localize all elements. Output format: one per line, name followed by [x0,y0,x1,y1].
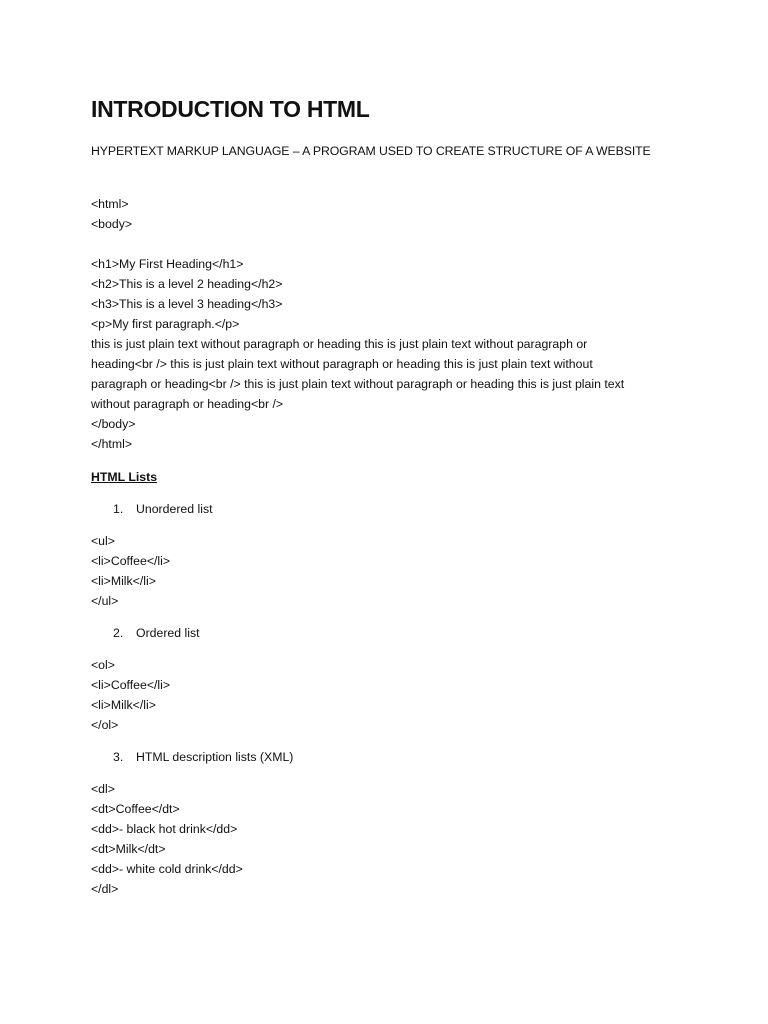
code-line: heading<br /> this is just plain text without paragraph or heading this is just plain text without [91,357,593,371]
list-item-ordered [91,623,691,643]
code-line: </body> [91,417,136,431]
list-item-unordered [91,499,691,519]
list-number: 1. [113,502,124,516]
html-lists-heading: HTML Lists [91,470,158,484]
code-line: </ul> [91,594,119,608]
code-line: paragraph or heading<br /> this is just plain text without paragraph or heading this is just plain text [91,377,625,391]
code-line: </ol> [91,718,119,732]
list-label: Ordered list [136,626,200,640]
code-line: <dd>- black hot drink</dd> [91,822,238,836]
code-line: <ol> [91,658,115,672]
code-line: <dt>Coffee</dt> [91,802,180,816]
code-line: <dt>Milk</dt> [91,842,166,856]
code-line: <h1>My First Heading</h1> [91,257,244,271]
code-block-ol [91,655,691,735]
code-line: <li>Coffee</li> [91,678,171,692]
code-line: <body> [91,217,133,231]
list-label: HTML description lists (XML) [136,750,294,764]
list-label: Unordered list [136,502,213,516]
code-line: <h3>This is a level 3 heading</h3> [91,297,283,311]
list-number: 3. [113,750,124,764]
list-item-description [91,747,691,767]
code-line: <p>My first paragraph.</p> [91,317,240,331]
code-line: <li>Milk</li> [91,574,156,588]
code-line: without paragraph or heading<br /> [91,397,284,411]
document-title: INTRODUCTION TO HTML [91,96,370,122]
code-line: <dd>- white cold drink</dd> [91,862,243,876]
code-line: </html> [91,437,133,451]
code-line: <li>Milk</li> [91,698,156,712]
code-line: <h2>This is a level 2 heading</h2> [91,277,283,291]
code-line: </dl> [91,882,119,896]
document-subtitle: HYPERTEXT MARKUP LANGUAGE – A PROGRAM USED TO CREATE STRUCTURE OF A WEBSITE [91,144,651,158]
code-block-html [91,194,691,454]
code-line: this is just plain text without paragraph or heading this is just plain text without paragraph or [91,337,588,351]
code-block-ul [91,531,691,611]
document-page [91,96,691,899]
code-line: <html> [91,197,129,211]
code-line: <dl> [91,782,115,796]
list-number: 2. [113,626,124,640]
code-line: <li>Coffee</li> [91,554,171,568]
code-line: <ul> [91,534,115,548]
code-block-dl [91,779,691,899]
